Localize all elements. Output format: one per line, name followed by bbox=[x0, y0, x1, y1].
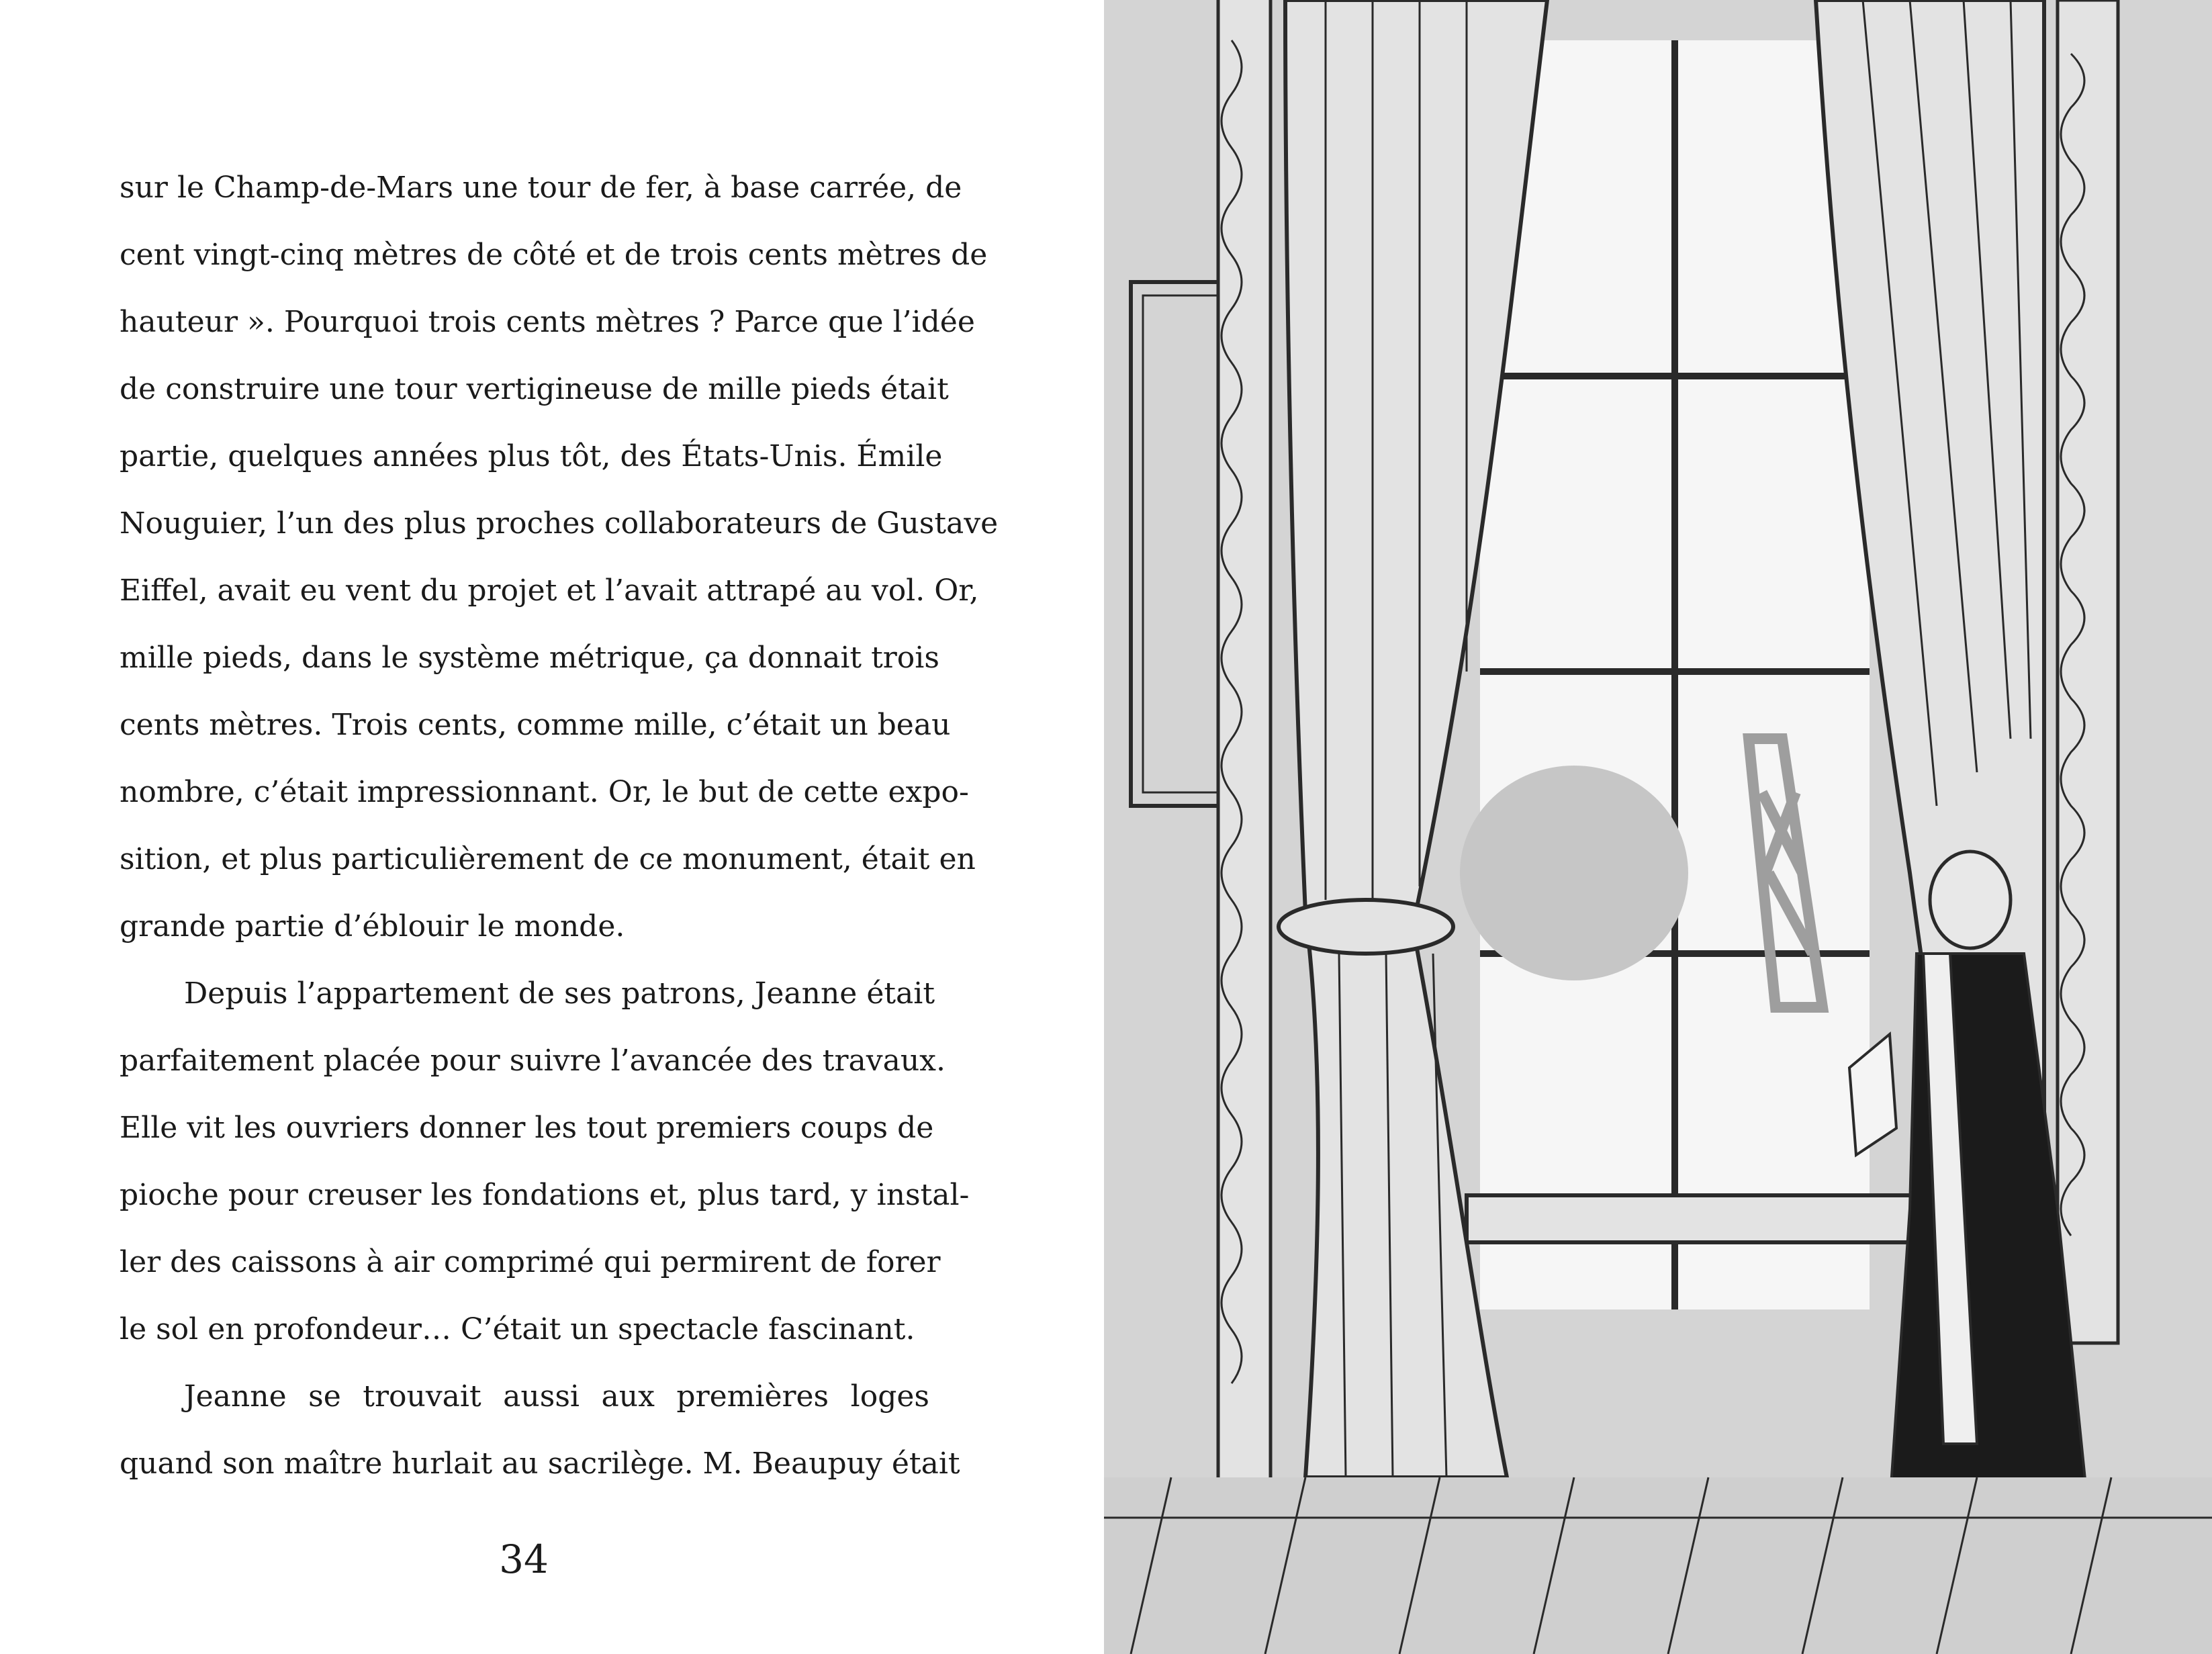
text-line: hauteur ». Pourquoi trois cents mètres ? Parce que l’idée bbox=[120, 305, 975, 339]
text-line: sur le Champ-de-Mars une tour de fer, à base carrée, de bbox=[120, 171, 962, 205]
text-page bbox=[0, 0, 1104, 1654]
text-line: Nouguier, l’un des plus proches collaborateurs de Gustave bbox=[120, 506, 999, 541]
text-line: Elle vit les ouvriers donner les tout premiers coups de bbox=[120, 1111, 934, 1145]
window-scene-illustration bbox=[1104, 0, 2212, 1654]
text-line: Depuis l’appartement de ses patrons, Jeanne était bbox=[184, 976, 935, 1011]
text-line: Eiffel, avait eu vent du projet et l’avait attrapé au vol. Or, bbox=[120, 573, 979, 608]
page-number: 34 bbox=[499, 1536, 549, 1582]
text-line: pioche pour creuser les fondations et, plus tard, y instal- bbox=[120, 1178, 970, 1212]
illustration-page bbox=[1104, 0, 2212, 1654]
text-line: ler des caissons à air comprimé qui permirent de forer bbox=[120, 1245, 941, 1279]
text-line: partie, quelques années plus tôt, des États-Unis. Émile bbox=[120, 439, 943, 473]
maid-head bbox=[1930, 852, 2011, 948]
text-line: mille pieds, dans le système métrique, ça donnait trois bbox=[120, 641, 939, 675]
text-line: grande partie d’éblouir le monde. bbox=[120, 909, 625, 944]
text-line: quand son maître hurlait au sacrilège. M. Beaupuy était bbox=[120, 1446, 960, 1481]
text-line: cent vingt-cinq mètres de côté et de trois cents mètres de bbox=[120, 238, 988, 272]
text-line: sition, et plus particulièrement de ce monument, était en bbox=[120, 842, 976, 876]
text-line: cents mètres. Trois cents, comme mille, c’était un beau bbox=[120, 708, 951, 742]
text-line: de construire une tour vertigineuse de mille pieds était bbox=[120, 372, 949, 406]
text-line: parfaitement placée pour suivre l’avancée des travaux. bbox=[120, 1044, 946, 1078]
trees bbox=[1460, 766, 1688, 980]
text-line: le sol en profondeur… C’était un spectacle fascinant. bbox=[120, 1312, 915, 1346]
window-sill bbox=[1467, 1195, 1977, 1242]
curtain-tieback bbox=[1279, 900, 1453, 954]
text-line: nombre, c’était impressionnant. Or, le but de cette expo- bbox=[120, 775, 969, 809]
body-text bbox=[120, 154, 999, 1498]
text-line: Jeanne se trouvait aussi aux premières loges bbox=[184, 1379, 929, 1414]
